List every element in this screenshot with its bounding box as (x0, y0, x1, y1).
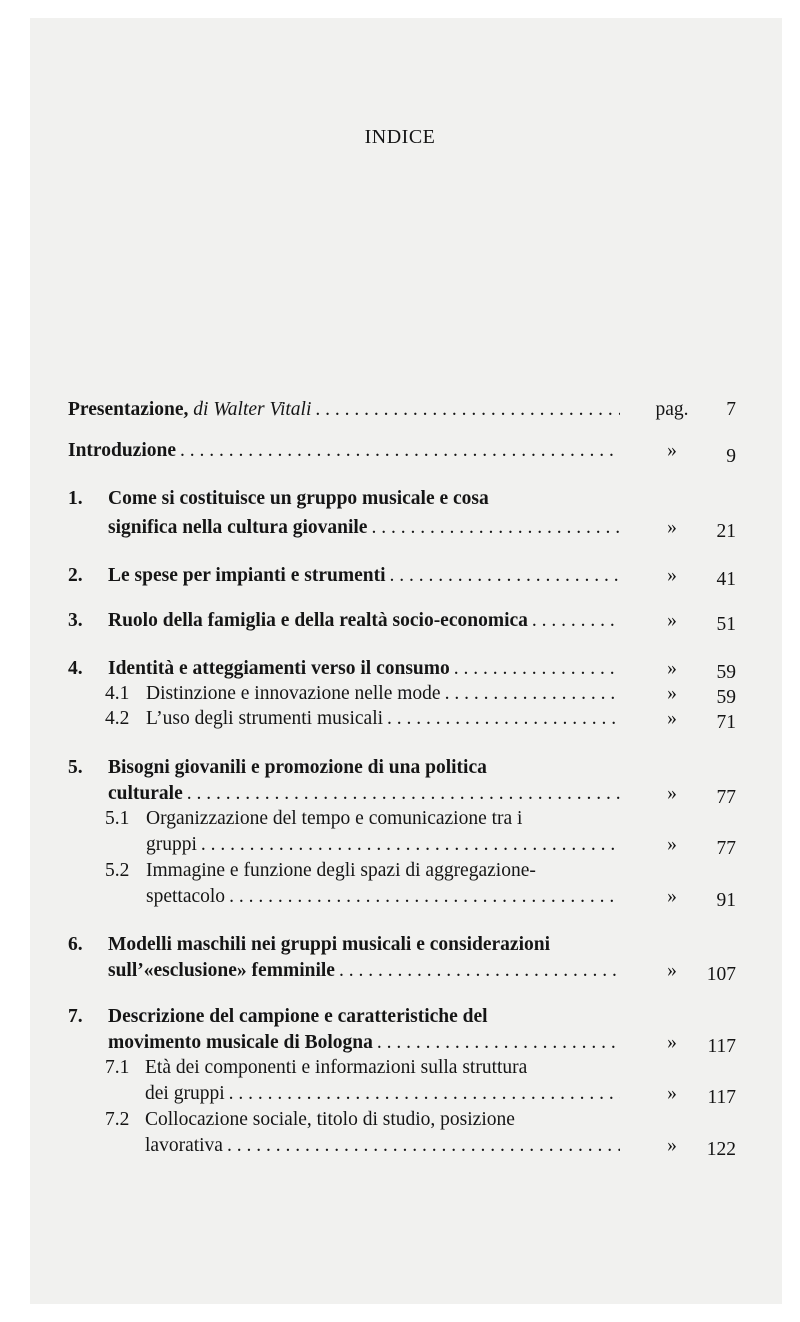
section-number: 5.2 (105, 860, 130, 881)
leader-dots (373, 1030, 620, 1056)
leader-dots (450, 656, 620, 682)
entry-label: Modelli maschili nei gruppi musicali e considerazioni (108, 934, 551, 955)
entry-label-cont: gruppi (146, 834, 197, 855)
toc-entry-6-line1 (68, 932, 736, 958)
entry-label-cont: spettacolo (146, 886, 226, 907)
leader-dots (197, 832, 620, 858)
leader-dots (367, 515, 620, 541)
toc-entry-introduzione (68, 438, 736, 464)
page-marker: » (667, 1083, 677, 1104)
entry-label: Immagine e funzione degli spazi di aggregazione- (146, 860, 536, 881)
page-marker: » (667, 658, 677, 679)
entry-label-cont: sull’«esclusione» femminile (108, 960, 335, 981)
page-marker: » (667, 683, 677, 704)
toc-entry-2 (68, 563, 736, 589)
page-number: 7 (726, 399, 736, 420)
chapter-number: 2. (68, 565, 83, 586)
page-marker: » (667, 708, 677, 729)
entry-label: Età dei componenti e informazioni sulla struttura (145, 1057, 528, 1078)
toc-entry-4 (68, 656, 736, 682)
entry-label: Bisogni giovanili e promozione di una politica (108, 757, 487, 778)
toc-entry-4-1 (68, 681, 736, 707)
section-number: 7.1 (105, 1057, 130, 1078)
page-marker: » (667, 1032, 677, 1053)
section-number: 4.2 (105, 708, 130, 729)
leader-dots (176, 438, 620, 464)
toc-entry-5-2-line2 (68, 884, 736, 910)
entry-label: Identità e atteggiamenti verso il consumo (108, 658, 450, 679)
page-number: 59 (716, 662, 736, 682)
chapter-number: 6. (68, 934, 83, 955)
page-marker: » (667, 834, 677, 855)
page-number: 77 (716, 838, 736, 858)
toc-entry-1-line2 (68, 515, 736, 541)
entry-label: Le spese per impianti e strumenti (108, 565, 386, 586)
leader-dots (335, 958, 620, 984)
chapter-number: 7. (68, 1006, 83, 1027)
page-number: 91 (716, 890, 736, 910)
page-number: 71 (716, 712, 736, 732)
toc-entry-5-line1 (68, 755, 736, 781)
toc-entry-7-1-line1 (68, 1055, 736, 1081)
page-marker: » (667, 440, 677, 461)
page-number: 41 (716, 569, 736, 589)
leader-dots (225, 1081, 620, 1107)
entry-label: Introduzione (68, 440, 176, 461)
page-number: 77 (716, 787, 736, 807)
page-marker: » (667, 565, 677, 586)
toc-entry-5-2-line1 (68, 858, 736, 884)
leader-dots (183, 781, 620, 807)
section-number: 7.2 (105, 1109, 130, 1130)
page-number: 21 (716, 521, 736, 541)
entry-label: Presentazione, (68, 399, 189, 420)
page-number: 51 (716, 614, 736, 634)
page-marker: » (667, 1135, 677, 1156)
toc-entry-6-line2 (68, 958, 736, 984)
toc-entry-7-line2 (68, 1030, 736, 1056)
leader-dots (441, 681, 620, 707)
leader-dots (225, 884, 620, 910)
leader-dots (311, 397, 620, 423)
toc-entry-5-line2 (68, 781, 736, 807)
entry-label-cont: lavorativa (145, 1135, 223, 1156)
toc-entry-7-line1 (68, 1004, 736, 1030)
toc-entry-1-line1 (68, 486, 736, 512)
entry-label: L’uso degli strumenti musicali (146, 708, 384, 729)
page-prefix: pag. (655, 399, 689, 420)
page-marker: » (667, 517, 677, 538)
page-number: 117 (707, 1087, 736, 1107)
toc-entry-5-1-line1 (68, 806, 736, 832)
leader-dots (223, 1133, 620, 1159)
entry-label: Distinzione e innovazione nelle mode (146, 683, 441, 704)
leader-dots (383, 706, 620, 732)
page-marker: » (667, 610, 677, 631)
entry-label-cont: significa nella cultura giovanile (108, 517, 368, 538)
toc-entry-7-2-line1 (68, 1107, 736, 1133)
entry-label: Organizzazione del tempo e comunicazione tra i (146, 808, 523, 829)
entry-label: Descrizione del campione e caratteristiche del (108, 1006, 488, 1027)
page-marker: » (667, 886, 677, 907)
toc-entry-5-1-line2 (68, 832, 736, 858)
entry-label: Ruolo della famiglia e della realtà socio-economica (108, 610, 528, 631)
section-number: 4.1 (105, 683, 130, 704)
page-number: 59 (716, 687, 736, 707)
index-title: INDICE (364, 126, 436, 148)
entry-label-cont: dei gruppi (145, 1083, 225, 1104)
page-number: 107 (706, 964, 736, 984)
entry-label: Collocazione sociale, titolo di studio, posizione (145, 1109, 515, 1130)
leader-dots (386, 563, 621, 589)
entry-label-cont: movimento musicale di Bologna (108, 1032, 373, 1053)
entry-author: di Walter Vitali (193, 399, 312, 420)
page-number: 122 (706, 1139, 736, 1159)
entry-label: Come si costituisce un gruppo musicale e cosa (108, 488, 489, 509)
page-marker: » (667, 783, 677, 804)
toc-entry-7-1-line2 (68, 1081, 736, 1107)
page-number: 9 (726, 446, 736, 464)
toc-entry-7-2-line2 (68, 1133, 736, 1159)
section-number: 5.1 (105, 808, 130, 829)
chapter-number: 1. (68, 488, 83, 509)
page-number: 117 (707, 1036, 736, 1056)
page-marker: » (667, 960, 677, 981)
leader-dots (528, 608, 620, 634)
toc-entry-4-2 (68, 706, 736, 732)
chapter-number: 4. (68, 658, 83, 679)
chapter-number: 5. (68, 757, 83, 778)
toc-entry-presentazione (68, 397, 736, 423)
entry-label-cont: culturale (108, 783, 183, 804)
toc-entry-3 (68, 608, 736, 634)
chapter-number: 3. (68, 610, 83, 631)
